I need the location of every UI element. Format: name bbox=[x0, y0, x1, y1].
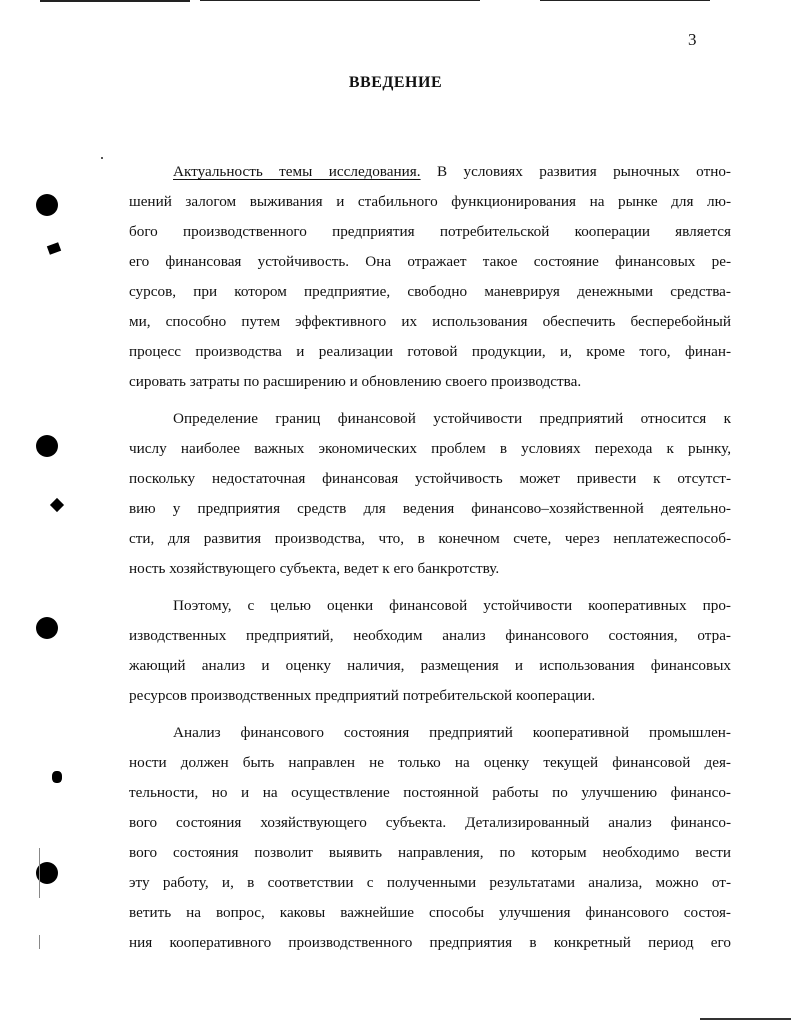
text-line: ветить на вопрос, каковы важнейшие способы улучшения финансового состоя- bbox=[129, 904, 731, 921]
binder-hole bbox=[36, 194, 58, 216]
scan-artifact-line bbox=[200, 0, 480, 1]
ink-mark bbox=[47, 242, 61, 255]
text-line: поскольку недостаточная финансовая устойчивость может привести к отсутст- bbox=[129, 470, 731, 487]
scan-artifact-line bbox=[700, 1018, 791, 1020]
text-line: Поэтому, с целью оценки финансовой устойчивости кооперативных про- bbox=[173, 597, 731, 614]
text-line: шений залогом выживания и стабильного функционирования на рынке для лю- bbox=[129, 193, 731, 210]
text-line: сурсов, при котором предприятие, свободно маневрируя денежными средства- bbox=[129, 283, 731, 300]
scan-artifact-line bbox=[40, 0, 190, 2]
text-line: Актуальность темы исследования. В условиях развития рыночных отно- bbox=[173, 163, 731, 180]
binder-hole bbox=[36, 617, 58, 639]
text-line: вого состояния позволит выявить направления, по которым необходимо вести bbox=[129, 844, 731, 861]
text-line: сти, для развития производства, что, в конечном счете, через неплатежеспособ- bbox=[129, 530, 731, 547]
margin-speck bbox=[101, 157, 103, 159]
section-heading: Актуальность темы исследования. bbox=[173, 163, 421, 180]
text-line: процесс производства и реализации готовой продукции, и, кроме того, финан- bbox=[129, 343, 731, 360]
page-title: ВВЕДЕНИЕ bbox=[348, 74, 443, 91]
text-line: тельности, но и на осуществление постоянной работы по улучшению финансо- bbox=[129, 784, 731, 801]
text-line: ния кооперативного производственного предприятия в конкретный период его bbox=[129, 934, 731, 951]
text-line: вию у предприятия средств для ведения финансово–хозяйственной деятельно- bbox=[129, 500, 731, 517]
text-line: эту работу, и, в соответствии с полученными результатами анализа, можно от- bbox=[129, 874, 731, 891]
text-line: его финансовая устойчивость. Она отражает такое состояние финансовых ре- bbox=[129, 253, 731, 270]
text-line: вого состояния хозяйствующего субъекта. Детализированный анализ финансо- bbox=[129, 814, 731, 831]
text-line: Анализ финансового состояния предприятий кооперативной промышлен- bbox=[173, 724, 731, 741]
text-line: жающий анализ и оценку наличия, размещения и использования финансовых bbox=[129, 657, 731, 674]
text-line: ности должен быть направлен не только на оценку текущей финансовой дея- bbox=[129, 754, 731, 771]
ink-mark bbox=[52, 771, 62, 783]
scan-artifact-line bbox=[540, 0, 710, 1]
text-line: ресурсов производственных предприятий потребительской кооперации. bbox=[129, 687, 596, 704]
text-line: ность хозяйствующего субъекта, ведет к его банкротству. bbox=[129, 560, 500, 577]
page-number: 3 bbox=[688, 30, 697, 49]
text-line: сировать затраты по расширению и обновлению своего производства. bbox=[129, 373, 582, 390]
ink-mark bbox=[50, 498, 64, 512]
body-text bbox=[129, 157, 731, 958]
text-line: изводственных предприятий, необходим анализ финансового состояния, отра- bbox=[129, 627, 731, 644]
text-line: ми, способно путем эффективного их использования обеспечить бесперебойный bbox=[129, 313, 731, 330]
text-line: бого производственного предприятия потребительской кооперации является bbox=[129, 223, 731, 240]
margin-tick bbox=[39, 848, 40, 898]
margin-tick bbox=[39, 935, 40, 949]
text-line: Определение границ финансовой устойчивости предприятий относится к bbox=[173, 410, 731, 427]
text-line: числу наиболее важных экономических проблем в условиях перехода к рынку, bbox=[129, 440, 731, 457]
binder-hole bbox=[36, 435, 58, 457]
